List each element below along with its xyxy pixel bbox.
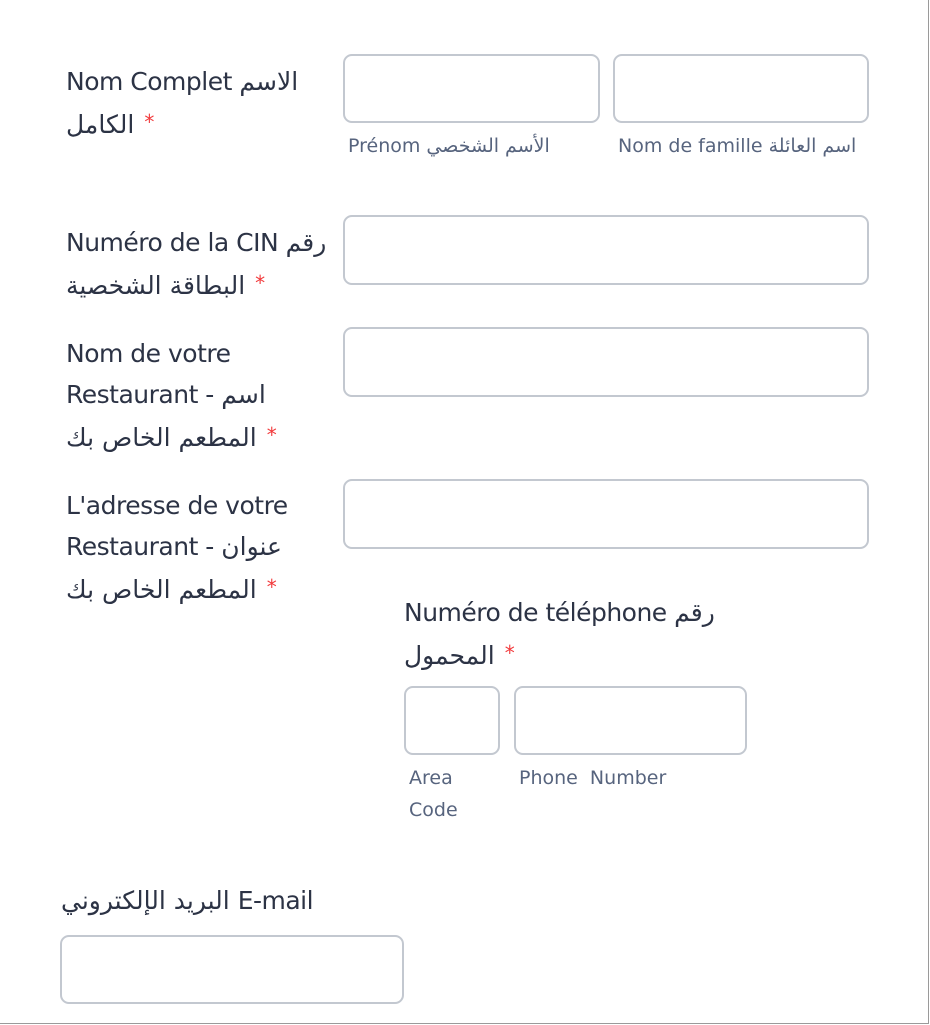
phone-number-sublabel: Phone Number [519,767,667,789]
required-star: * [504,641,515,665]
last-name-sublabel: Nom de famille اسم العائلة [618,135,857,157]
first-name-input[interactable] [343,54,600,123]
first-name-sublabel: Prénom الأسم الشخصي [348,135,550,157]
required-star: * [144,110,155,134]
email-label-text: البريد الإلكتروني E-mail [61,886,314,915]
restaurant-address-input[interactable] [343,479,869,549]
cin-label [66,222,341,306]
restaurant-name-label [66,333,341,458]
restaurant-address-label [66,485,326,610]
restaurant-name-input[interactable] [343,327,869,397]
cin-input[interactable] [343,215,869,285]
restaurant-name-label-text: Nom de votre Restaurant - اسم المطعم الخاص بك [66,339,266,452]
cin-label-text: Numéro de la CIN رقم البطاقة الشخصية [66,228,327,300]
area-code-input[interactable] [404,686,500,755]
required-star: * [266,423,277,447]
phone-number-input[interactable] [514,686,747,755]
required-star: * [266,575,277,599]
email-label [61,880,361,921]
restaurant-address-label-text: L'adresse de votre Restaurant - عنوان المطعم الخاص بك [66,491,288,604]
full-name-label-text: Nom Complet الاسم الكامل [66,67,299,139]
area-code-sublabel: Area Code [409,767,458,821]
phone-label [404,592,744,676]
email-input[interactable] [60,935,404,1004]
phone-label-text: Numéro de téléphone رقم المحمول [404,598,715,670]
last-name-input[interactable] [613,54,869,123]
required-star: * [255,271,266,295]
full-name-label [66,61,336,145]
